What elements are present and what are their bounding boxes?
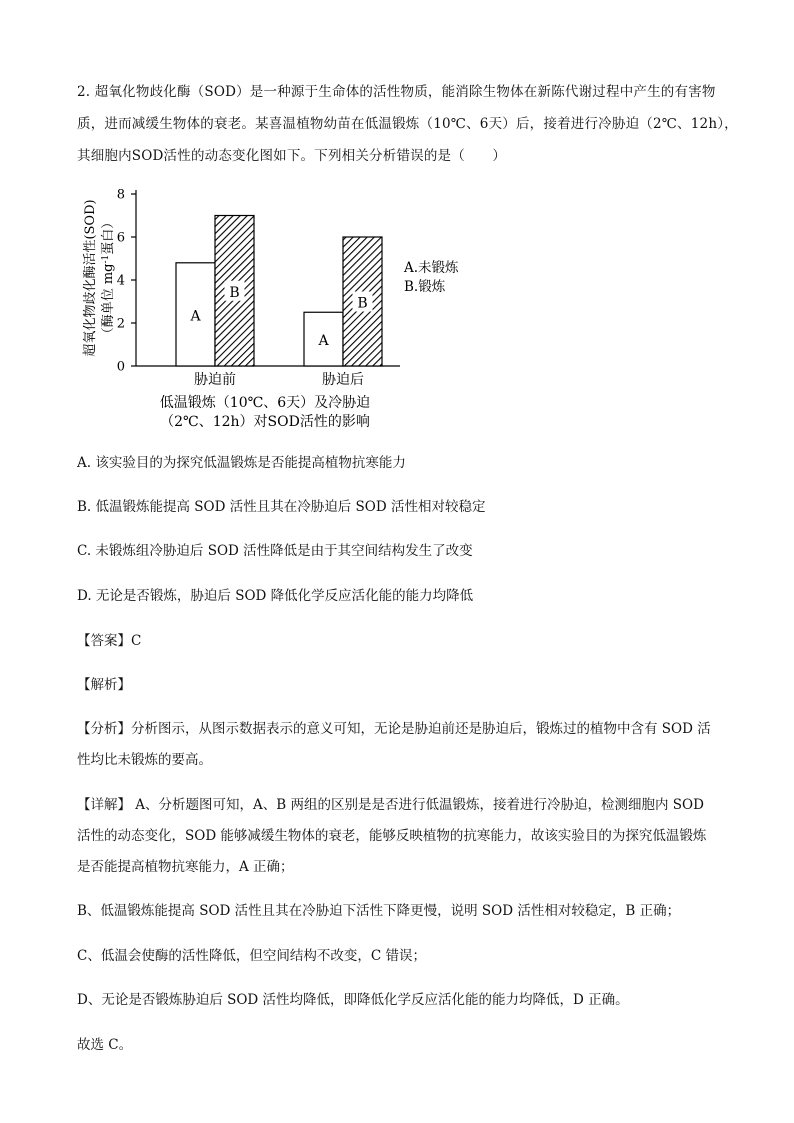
analysis-conclusion: 故选 C。 bbox=[77, 1037, 133, 1053]
x-category-label: 胁迫前 bbox=[194, 372, 236, 388]
answer: 【答案】C bbox=[77, 633, 142, 649]
y-axis-label bbox=[82, 199, 116, 356]
analysis-detail-b: B、低温锻炼能提高 SOD 活性且其在冷胁迫下活性下降更慢，说明 SOD 活性相对较稳定，B 正确； bbox=[77, 903, 681, 919]
y-axis-label-line2 bbox=[101, 216, 116, 341]
option-b: B. 低温锻炼能提高 SOD 活性且其在冷胁迫后 SOD 活性相对较稳定 bbox=[77, 499, 486, 515]
option-c: C. 未锻炼组冷胁迫后 SOD 活性降低是由于其空间结构发生了改变 bbox=[77, 543, 473, 559]
y-axis-label-superscript: -1 bbox=[101, 254, 111, 264]
analysis-detail-3: 是否能提高植物抗寒能力，A 正确； bbox=[77, 859, 294, 875]
legend-item-b: B.锻炼 bbox=[404, 279, 446, 295]
y-axis-label-line1: 超氧化物歧化酶活性(SOD) bbox=[83, 199, 98, 357]
legend-item-a: A.未锻炼 bbox=[404, 260, 459, 276]
option-a: A. 该实验目的为探究低温锻炼是否能提高植物抗寒能力 bbox=[77, 455, 406, 471]
question-line-3: 其细胞内SOD活性的动态变化图如下。下列相关分析错误的是（ ） bbox=[77, 148, 507, 164]
question-line-2: 质，进而减缓生物体的衰老。某喜温植物幼苗在低温锻炼（10℃、6天）后，接着进行冷胁迫（2℃、12h）， bbox=[77, 116, 738, 132]
y-tick-label: 0 bbox=[116, 359, 125, 375]
chart-caption-line1: 低温锻炼（10℃、6天）及冷胁迫 bbox=[159, 395, 371, 411]
chart-caption-line2: （2℃、12h）对SOD活性的影响 bbox=[160, 414, 370, 430]
x-category-label: 胁迫后 bbox=[322, 372, 364, 388]
y-tick-label: 4 bbox=[116, 273, 125, 289]
y-ticks bbox=[117, 188, 136, 375]
question-line-1: 2. 超氧化物歧化酶（SOD）是一种源于生命体的活性物质，能消除生物体在新陈代谢过程中产生的有害物 bbox=[77, 84, 716, 100]
y-axis-label-line2-end: 蛋白） bbox=[101, 215, 116, 255]
y-axis-label-line2-start: （酶单位 mg bbox=[101, 263, 116, 341]
analysis-fenxi-1: 【分析】分析图示，从图示数据表示的意义可知，无论是胁迫前还是胁迫后，锻炼过的植物中含有 SOD 活 bbox=[77, 721, 711, 737]
option-d: D. 无论是否锻炼，胁迫后 SOD 降低化学反应活化能的能力均降低 bbox=[77, 588, 474, 604]
analysis-heading: 【解析】 bbox=[77, 677, 131, 693]
bar-series-label: B bbox=[229, 284, 240, 301]
analysis-detail-d: D、无论是否锻炼胁迫后 SOD 活性均降低，即降低化学反应活化能的能力均降低，D 正确。 bbox=[77, 992, 629, 1008]
bar-series-label: A bbox=[190, 308, 201, 325]
sod-bar-chart bbox=[70, 180, 490, 435]
bar-series-label: A bbox=[318, 333, 329, 350]
analysis-detail-1: 【详解】 A、分析题图可知，A、B 两组的区别是是否进行低温锻炼，接着进行冷胁迫，检测细胞内 SOD bbox=[77, 797, 704, 813]
category-labels bbox=[194, 372, 364, 388]
analysis-detail-c: C、低温会使酶的活性降低，但空间结构不改变，C 错误； bbox=[77, 948, 426, 964]
y-tick-label: 2 bbox=[116, 316, 125, 332]
bars bbox=[176, 216, 382, 367]
analysis-detail-2: 活性的动态变化，SOD 能够减缓生物体的衰老，能够反映植物的抗寒能力，故该实验目的为探究低温锻炼 bbox=[77, 828, 707, 844]
y-tick-label: 6 bbox=[116, 230, 125, 246]
y-tick-label: 8 bbox=[116, 187, 125, 203]
analysis-fenxi-2: 性均比未锻炼的要高。 bbox=[77, 752, 212, 768]
bar-series-label: B bbox=[357, 295, 368, 312]
